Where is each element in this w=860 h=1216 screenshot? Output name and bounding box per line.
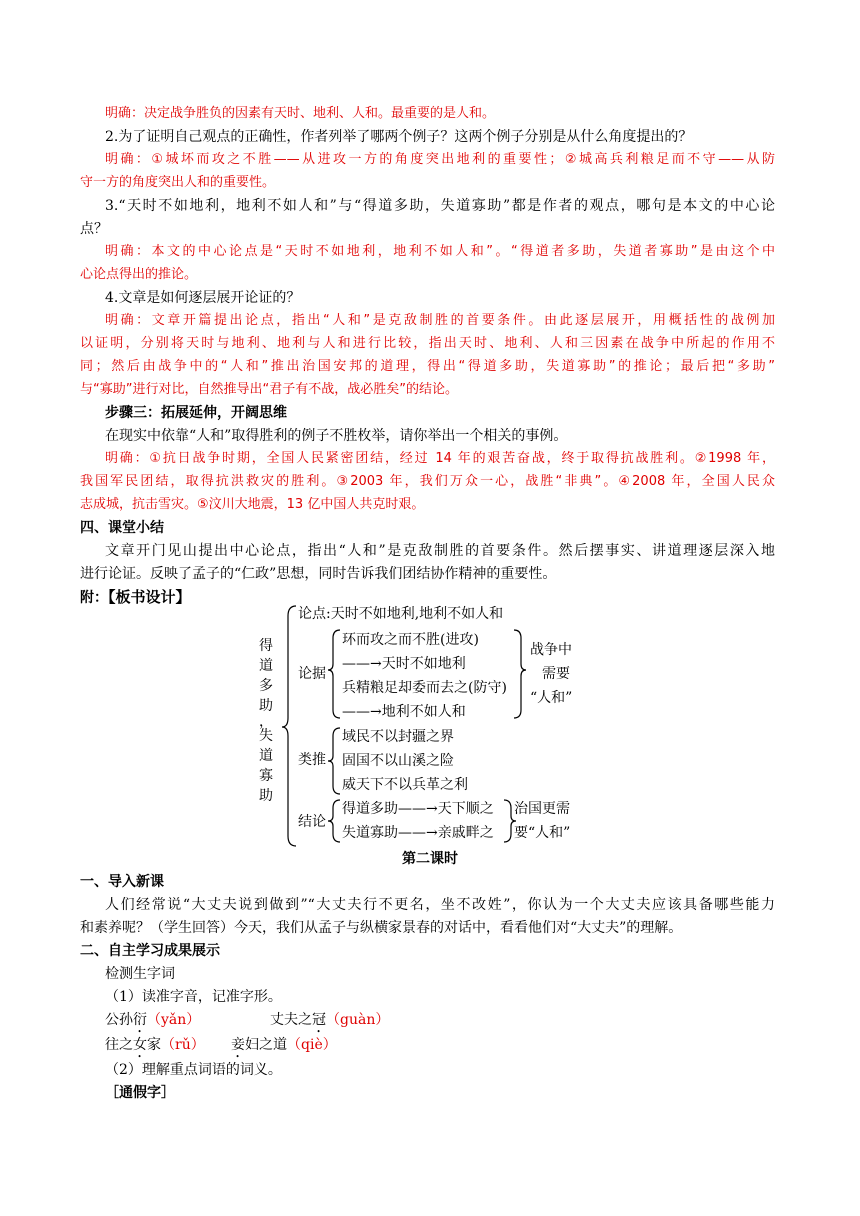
vertical-title-char: 失 (259, 728, 273, 744)
question-2: 2.为了证明自己观点的正确性，作者列举了哪两个例子？这两个例子分别是从什么角度提出的？ (105, 129, 693, 145)
check-words-label: 检测生字词 (105, 966, 175, 982)
conclusion-note: 治国更需 (514, 801, 570, 817)
question-3-line-2: 点？ (80, 221, 108, 237)
analogy-label: 类推 (298, 752, 326, 768)
vertical-title-char: 道 (259, 658, 273, 674)
answer-3-line-1: 明确：本文的中心论点是“天时不如地利，地利不如人和”。“得道者多助，失道者寡助”是由这个中 (105, 244, 775, 259)
analogy-item: 威天下不以兵革之利 (342, 777, 468, 793)
board-design-title: 【板书设计】 (108, 588, 191, 606)
word-wangzhirujia (105, 1035, 205, 1061)
answer-4-line-4: 与“寡助”进行对比，自然推导出“君子有不战，战必胜矣”的结论。 (80, 382, 458, 397)
answer-2-line-1: 明确：①城坏而攻之不胜——从进攻一方的角度突出地利的重要性；②城高兵利粮足而不守——从防 (105, 152, 775, 167)
vertical-title-char: ， (259, 714, 273, 730)
vertical-title-char: 道 (259, 748, 273, 764)
evidence-item: 兵精粮足却委而去之(防守) (342, 680, 507, 696)
word-text: 往之 (105, 1037, 133, 1053)
word-text: 家 (147, 1037, 161, 1053)
dotted-char: 衍 (133, 1012, 147, 1028)
vertical-title-char: 寡 (259, 768, 273, 784)
vertical-title-char: 助 (259, 698, 273, 714)
dotted-char: 冠 (312, 1012, 326, 1028)
dotted-char: 女 (133, 1037, 147, 1053)
item-2-label: （2）理解重点词语的词义。 (105, 1062, 282, 1078)
vertical-title-char: 助 (259, 788, 273, 804)
conclusion-note: 要“人和” (514, 825, 571, 841)
tongjiazi-heading: ［通假字］ (105, 1085, 175, 1101)
pinyin: （qiè） (287, 1037, 337, 1053)
conclusion-label: 结论 (298, 814, 326, 830)
word-qiefuzhidao (231, 1035, 337, 1061)
answer-4-line-3: 同；然后由战争中的“人和”推出治国安邦的道理，得出“得道多助，失道寡助”的推论；最后把“多助” (80, 359, 775, 374)
thesis-line: 论点:天时不如地利,地利不如人和 (298, 606, 504, 622)
summary-line-2: 进行论证。反映了孟子的“仁政”思想，同时告诉我们团结协作精神的重要性。 (80, 566, 557, 582)
question-4: 4.文章是如何逐层展开论证的？ (105, 290, 301, 306)
extension-answer-line-1: 明确：①抗日战争时期，全国人民紧密团结，经过 14 年的艰苦奋战，终于取得抗战胜利。②1998 年， (105, 451, 775, 466)
extension-question: 在现实中依靠“人和”取得胜利的例子不胜枚举，请你举出一个相关的事例。 (105, 428, 568, 444)
evidence-item: 环而攻之而不胜(进攻) (342, 632, 479, 648)
conclusion-item: 失道寡助——→亲戚畔之 (342, 825, 494, 841)
evidence-note: “人和” (530, 690, 573, 706)
intro-line-1: 人们经常说“大丈夫说到做到”“大丈夫行不更名，坐不改姓”，你认为一个大丈夫应该具备哪些能力 (105, 897, 775, 913)
pinyin: （rǔ） (161, 1037, 205, 1053)
extension-answer-line-2: 我国军民团结，取得抗洪救灾的胜利。③2003 年，我们万众一心，战胜“非典”。④2008 年，全国人民众 (80, 474, 775, 489)
word-text: 公孙 (105, 1012, 133, 1028)
word-text: 丈夫之 (270, 1012, 312, 1028)
vertical-title-char: 得 (259, 638, 273, 654)
analogy-brace (328, 728, 340, 794)
extension-answer-line-3: 志成城，抗击雪灾。⑤汶川大地震，13 亿中国人共克时艰。 (80, 497, 425, 512)
dotted-char: 妾 (231, 1037, 245, 1053)
item-1-label: （1）读准字音，记准字形。 (105, 989, 282, 1005)
word-text: 妇之道 (245, 1037, 287, 1053)
analogy-item: 域民不以封疆之界 (342, 729, 454, 745)
pinyin: （yǎn） (147, 1012, 201, 1028)
evidence-label: 论据 (298, 666, 326, 682)
evidence-item: ——→地利不如人和 (342, 704, 466, 720)
lesson-2-title: 第二课时 (402, 851, 458, 867)
vertical-title-char: 多 (259, 678, 273, 694)
answer-2-line-2: 守一方的角度突出人和的重要性。 (80, 175, 276, 190)
section-4-heading: 四、课堂小结 (80, 520, 164, 536)
evidence-note: 战争中 (530, 642, 572, 658)
answer-1: 明确：决定战争胜负的因素有天时、地利、人和。最重要的是人和。 (105, 106, 496, 121)
evidence-right-brace (514, 630, 526, 718)
answer-4-line-1: 明确：文章开篇提出论点，指出“人和”是克敌制胜的首要条件。由此逐层展开，用概括性的战例加 (105, 313, 775, 328)
evidence-item: ——→天时不如地利 (342, 656, 466, 672)
step-3-heading: 步骤三：拓展延伸，开阔思维 (105, 405, 287, 421)
lesson-2-section-1: 一、导入新课 (80, 874, 164, 890)
word-gongsunyan (105, 1010, 200, 1036)
question-3-line-1: 3.“天时不如地利，地利不如人和”与“得道多助，失道寡助”都是作者的观点，哪句是本文的中心论 (105, 198, 775, 214)
conclusion-brace (328, 800, 340, 842)
evidence-note: 需要 (542, 666, 570, 682)
appendix-prefix: 附： (80, 590, 108, 606)
answer-4-line-2: 以证明，分别将天时与地利、地利与人和进行比较，指出天时、地利、人和三因素在战争中所起的作用不 (80, 336, 775, 351)
pinyin: （guàn） (326, 1012, 390, 1028)
intro-line-2: 和素养呢？（学生回答）今天，我们从孟子与纵横家景春的对话中，看看他们对“大丈夫”的理解。 (80, 920, 683, 936)
analogy-item: 固国不以山溪之险 (342, 753, 454, 769)
evidence-brace (328, 630, 340, 718)
lesson-2-section-2: 二、自主学习成果展示 (80, 943, 220, 959)
main-brace (282, 606, 296, 846)
conclusion-item: 得道多助——→天下顺之 (342, 801, 494, 817)
answer-3-line-2: 心论点得出的推论。 (80, 267, 198, 282)
summary-line-1: 文章开门见山提出中心论点，指出“人和”是克敌制胜的首要条件。然后摆事实、讲道理逐层深入地 (105, 543, 775, 559)
word-zhangfuzhiguan (270, 1010, 389, 1036)
